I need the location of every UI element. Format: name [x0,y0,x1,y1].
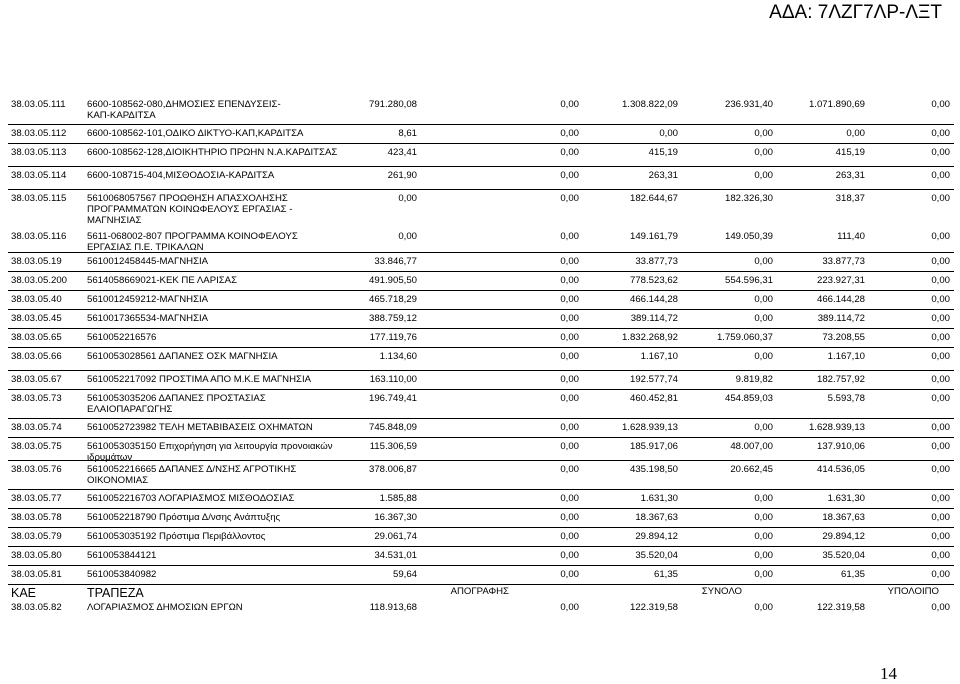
value-col-5: 33.877,73 [822,256,865,267]
value-col-2: 0,00 [560,231,579,242]
table-row [8,271,954,290]
value-col-6: 0,00 [931,602,950,613]
value-col-4: 9.819,82 [735,374,773,385]
value-col-2: 0,00 [560,332,579,343]
value-col-5: 1.071.890,69 [808,99,865,110]
value-col-2: 0,00 [560,193,579,204]
account-description: 5610053035150 Επιχορήγηση για λειτουργία προνοιακών ιδρυμάτων [87,441,333,463]
value-col-5: 61,35 [840,569,865,580]
account-description: ΛΟΓΑΡΙΑΣΜΟΣ ΔΗΜΟΣΙΩΝ ΕΡΓΩΝ [87,602,243,613]
value-col-6: 0,00 [931,231,950,242]
value-col-6: 0,00 [931,550,950,561]
bank-header: ΤΡΑΠΕΖΑ [87,586,144,600]
table-row [8,389,954,418]
table-row [8,96,954,124]
value-col-3: 389.114,72 [630,313,678,324]
account-description: 5610017365534-ΜΑΓΝΗΣΙΑ [87,313,209,324]
value-col-4: 0,00 [754,493,773,504]
value-col-6: 0,00 [931,441,950,452]
value-col-2: 0,00 [560,422,579,433]
value-col-3: 1.832.268,92 [621,332,678,343]
value-col-1: 118.913,68 [369,602,417,613]
table-row [8,489,954,508]
apografis-header: ΑΠΟΓΡΑΦΗΣ [450,586,509,597]
value-col-1: 33.846,77 [374,256,417,267]
value-col-5: 1.631,30 [827,493,865,504]
value-col-2: 0,00 [560,275,579,286]
value-col-4: 182.326,30 [724,193,773,204]
value-col-6: 0,00 [931,512,950,523]
value-col-5: 137.910,06 [816,441,865,452]
value-col-3: 185.917,06 [629,441,678,452]
account-code: 38.03.05.45 [11,313,62,324]
account-code: 38.03.05.67 [11,374,62,385]
account-code: 38.03.05.82 [11,602,62,613]
value-col-3: 122.319,58 [629,602,678,613]
value-col-4: 0,00 [754,294,773,305]
value-col-3: 18.367,63 [635,512,678,523]
value-col-6: 0,00 [931,374,950,385]
value-col-1: 261,90 [387,170,417,181]
account-code: 38.03.05.81 [11,569,62,580]
value-col-6: 0,00 [931,170,950,181]
value-col-4: 20.662,45 [730,464,773,475]
account-description: 5610052216576 [87,332,157,343]
value-col-5: 263,31 [835,170,865,181]
account-code: 38.03.05.74 [11,422,62,433]
value-col-2: 0,00 [560,512,579,523]
table-row [8,228,954,252]
value-col-1: 59,64 [392,569,417,580]
account-code: 38.03.05.76 [11,464,62,475]
value-col-4: 554.596,31 [724,275,773,286]
account-code: 38.03.05.115 [11,193,67,204]
value-col-4: 0,00 [754,128,773,139]
value-col-6: 0,00 [931,99,950,110]
value-col-6: 0,00 [931,128,950,139]
table-row [8,527,954,546]
value-col-2: 0,00 [560,531,579,542]
value-col-3: 435.198,50 [629,464,678,475]
value-col-3: 466.144,28 [629,294,678,305]
value-col-1: 491.905,50 [368,275,417,286]
value-col-5: 111,40 [837,231,865,242]
table-row [8,370,954,389]
value-col-1: 0,00 [398,193,417,204]
account-code: 38.03.05.75 [11,441,62,452]
table-row [8,328,954,347]
value-col-6: 0,00 [931,351,950,362]
value-col-6: 0,00 [931,464,950,475]
account-description: 5614058669021-ΚΕΚ ΠΕ ΛΑΡΙΣΑΣ [87,275,238,286]
value-col-4: 0,00 [754,313,773,324]
value-col-4: 0,00 [754,170,773,181]
value-col-2: 0,00 [560,374,579,385]
value-col-4: 1.759.060,37 [716,332,773,343]
value-col-1: 16.367,30 [374,512,417,523]
value-col-4: 0,00 [754,147,773,158]
value-col-1: 0,00 [398,231,417,242]
value-col-6: 0,00 [931,193,950,204]
value-col-2: 0,00 [560,99,579,110]
account-description: 5610053035192 Πρόστιμα Περιβάλλοντος [87,531,266,542]
value-col-5: 18.367,63 [822,512,865,523]
account-description: 5610012458445-ΜΑΓΝΗΣΙΑ [87,256,209,267]
account-code: 38.03.05.73 [11,393,62,404]
table-row [8,347,954,370]
ypoloipo-header: ΥΠΟΛΟΙΠΟ [887,586,939,597]
account-description: 6600-108562-080,ΔΗΜΟΣΙΕΣ ΕΠΕΝΔΥΣΕΙΣ-ΚΑΠ-ΚΑΡΔΙΤΣΑ [87,99,281,121]
value-col-5: 182.757,92 [816,374,865,385]
value-col-5: 466.144,28 [816,294,865,305]
account-description: 6600-108562-128,ΔΙΟΙΚΗΤΗΡΙΟ ΠΡΩΗΝ Ν.Α.ΚΑΡΔΙΤΣΑΣ [87,147,338,158]
account-description: 6600-108715-404,ΜΙΣΘΟΔΟΣΙΑ-ΚΑΡΔΙΤΣΑ [87,170,275,181]
account-code: 38.03.05.79 [11,531,62,542]
account-code: 38.03.05.77 [11,493,62,504]
value-col-6: 0,00 [931,256,950,267]
account-description: 5610052218790 Πρόστιμα Δ/νσης Ανάπτυξης [87,512,281,523]
table-row [8,309,954,328]
value-col-5: 5.593,78 [827,393,865,404]
account-code: 38.03.05.78 [11,512,62,523]
account-description: 5610052217092 ΠΡΟΣΤΙΜΑ ΑΠΟ Μ.Κ.Ε ΜΑΓΝΗΣΙΑ [87,374,312,385]
value-col-3: 182.644,67 [629,193,678,204]
value-col-2: 0,00 [560,170,579,181]
value-col-2: 0,00 [560,294,579,305]
value-col-3: 1.628.939,13 [621,422,678,433]
value-col-2: 0,00 [560,602,579,613]
value-col-1: 465.718,29 [368,294,417,305]
value-col-5: 1.167,10 [827,351,865,362]
value-col-2: 0,00 [560,464,579,475]
table-row [8,290,954,309]
value-col-4: 0,00 [754,351,773,362]
value-col-2: 0,00 [560,147,579,158]
value-col-1: 791.280,08 [368,99,417,110]
value-col-1: 378.006,87 [368,464,417,475]
table-row [8,143,954,166]
value-col-3: 1.308.822,09 [621,99,678,110]
account-code: 38.03.05.116 [11,231,67,242]
ada-header: ΑΔΑ: 7ΛΖΓ7ΛΡ-ΛΞΤ [769,2,942,23]
account-description: 5610012459212-ΜΑΓΝΗΣΙΑ [87,294,209,305]
value-col-2: 0,00 [560,441,579,452]
value-col-3: 61,35 [653,569,678,580]
value-col-3: 263,31 [648,170,678,181]
account-description: 5610053028561 ΔΑΠΑΝΕΣ ΟΣΚ ΜΑΓΝΗΣΙΑ [87,351,278,362]
account-description: 5610053840982 [87,569,157,580]
account-code: 38.03.05.40 [11,294,62,305]
value-col-1: 29.061,74 [374,531,417,542]
value-col-5: 415,19 [835,147,865,158]
value-col-1: 34.531,01 [374,550,417,561]
value-col-1: 177.119,76 [369,332,417,343]
value-col-6: 0,00 [931,422,950,433]
table-row [8,252,954,271]
value-col-3: 1.631,30 [640,493,678,504]
account-code: 38.03.05.111 [11,99,66,110]
table-row [8,600,954,614]
value-col-2: 0,00 [560,569,579,580]
value-col-5: 73.208,55 [822,332,865,343]
value-col-3: 35.520,04 [635,550,678,561]
account-description: 6600-108562-101,ΟΔΙΚΟ ΔΙΚΤΥΟ-ΚΑΠ,ΚΑΡΔΙΤΣΑ [87,128,304,139]
value-col-3: 33.877,73 [635,256,678,267]
value-col-2: 0,00 [560,313,579,324]
account-code: 38.03.05.80 [11,550,62,561]
value-col-5: 35.520,04 [822,550,865,561]
value-col-5: 122.319,58 [816,602,865,613]
value-col-5: 29.894,12 [822,531,865,542]
value-col-6: 0,00 [931,313,950,324]
value-col-1: 196.749,41 [368,393,417,404]
account-code: 38.03.05.65 [11,332,62,343]
value-col-1: 1.134,60 [379,351,417,362]
value-col-4: 0,00 [754,550,773,561]
value-col-4: 0,00 [754,422,773,433]
account-description: 5611-068002-807 ΠΡΟΓΡΑΜΜΑ ΚΟΙΝΟΦΕΛΟΥΣ ΕΡΓΑΣΙΑΣ Π.Ε. ΤΡΙΚΑΛΩΝ [87,231,298,253]
value-col-2: 0,00 [560,550,579,561]
value-col-2: 0,00 [560,351,579,362]
value-col-1: 745.848,09 [368,422,417,433]
value-col-1: 1.585,88 [379,493,417,504]
table-row [8,565,954,584]
account-table [8,96,954,614]
bank-header-row [8,584,954,600]
account-description: 5610052216703 ΛΟΓΑΡΙΑΣΜΟΣ ΜΙΣΘΟΔΟΣΙΑΣ [87,493,295,504]
account-code: 38.03.05.113 [11,147,67,158]
value-col-3: 1.167,10 [640,351,678,362]
value-col-1: 163.110,00 [369,374,417,385]
value-col-3: 29.894,12 [635,531,678,542]
value-col-6: 0,00 [931,275,950,286]
value-col-4: 0,00 [754,512,773,523]
table-row [8,166,954,189]
account-code: 38.03.05.114 [11,170,67,181]
account-description: 5610052216665 ΔΑΠΑΝΕΣ Δ/ΝΣΗΣ ΑΓΡΟΤΙΚΗΣ ΟΙΚΟΝΟΜΙΑΣ [87,464,297,486]
value-col-6: 0,00 [931,569,950,580]
value-col-6: 0,00 [931,493,950,504]
value-col-4: 149.050,39 [724,231,773,242]
value-col-3: 415,19 [648,147,678,158]
value-col-6: 0,00 [931,294,950,305]
value-col-2: 0,00 [560,393,579,404]
table-row [8,460,954,489]
value-col-2: 0,00 [560,256,579,267]
value-col-3: 460.452,81 [629,393,678,404]
value-col-4: 0,00 [754,531,773,542]
account-code: 38.03.05.66 [11,351,62,362]
table-row [8,546,954,565]
value-col-6: 0,00 [931,393,950,404]
value-col-5: 0,00 [846,128,865,139]
value-col-5: 389.114,72 [817,313,865,324]
account-code: 38.03.05.19 [11,256,62,267]
value-col-2: 0,00 [560,128,579,139]
table-row [8,189,954,228]
value-col-4: 236.931,40 [724,99,773,110]
synolo-header: ΣΥΝΟΛΟ [701,586,742,597]
value-col-4: 48.007,00 [730,441,773,452]
value-col-5: 318,37 [835,193,865,204]
value-col-1: 115.306,59 [369,441,417,452]
value-col-5: 1.628.939,13 [808,422,865,433]
value-col-1: 423,41 [387,147,417,158]
table-row [8,418,954,437]
value-col-4: 0,00 [754,602,773,613]
value-col-3: 192.577,74 [629,374,678,385]
account-description: 5610068057567 ΠΡΟΩΘΗΣΗ ΑΠΑΣΧΟΛΗΣΗΣ ΠΡΟΓΡΑΜΜΑΤΩΝ ΚΟΙΝΩΦΕΛΟΥΣ ΕΡΓΑΣΙΑΣ - ΜΑΓΝΗΣΙΑΣ [87,193,293,226]
account-code: 38.03.05.112 [11,128,67,139]
table-body [8,96,954,584]
kae-header: ΚΑΕ [11,586,37,600]
account-description: 5610052723982 ΤΕΛΗ ΜΕΤΑΒΙΒΑΣΕΙΣ ΟΧΗΜΑΤΩΝ [87,422,313,433]
value-col-4: 0,00 [754,256,773,267]
value-col-5: 223.927,31 [816,275,865,286]
table-row [8,508,954,527]
value-col-3: 778.523,62 [629,275,678,286]
value-col-2: 0,00 [560,493,579,504]
value-col-6: 0,00 [931,332,950,343]
page-number: 14 [880,664,897,683]
table-row [8,437,954,463]
value-col-3: 0,00 [659,128,678,139]
value-col-6: 0,00 [931,147,950,158]
value-col-3: 149.161,79 [629,231,678,242]
value-col-1: 8,61 [398,128,417,139]
value-col-4: 454.859,03 [724,393,773,404]
account-description: 5610053035206 ΔΑΠΑΝΕΣ ΠΡΟΣΤΑΣΙΑΣ ΕΛΑΙΟΠΑΡΑΓΩΓΗΣ [87,393,266,415]
value-col-5: 414.536,05 [816,464,865,475]
value-col-4: 0,00 [754,569,773,580]
value-col-6: 0,00 [931,531,950,542]
account-description: 5610053844121 [87,550,157,561]
value-col-1: 388.759,12 [368,313,417,324]
table-row [8,124,954,143]
account-code: 38.03.05.200 [11,275,68,286]
